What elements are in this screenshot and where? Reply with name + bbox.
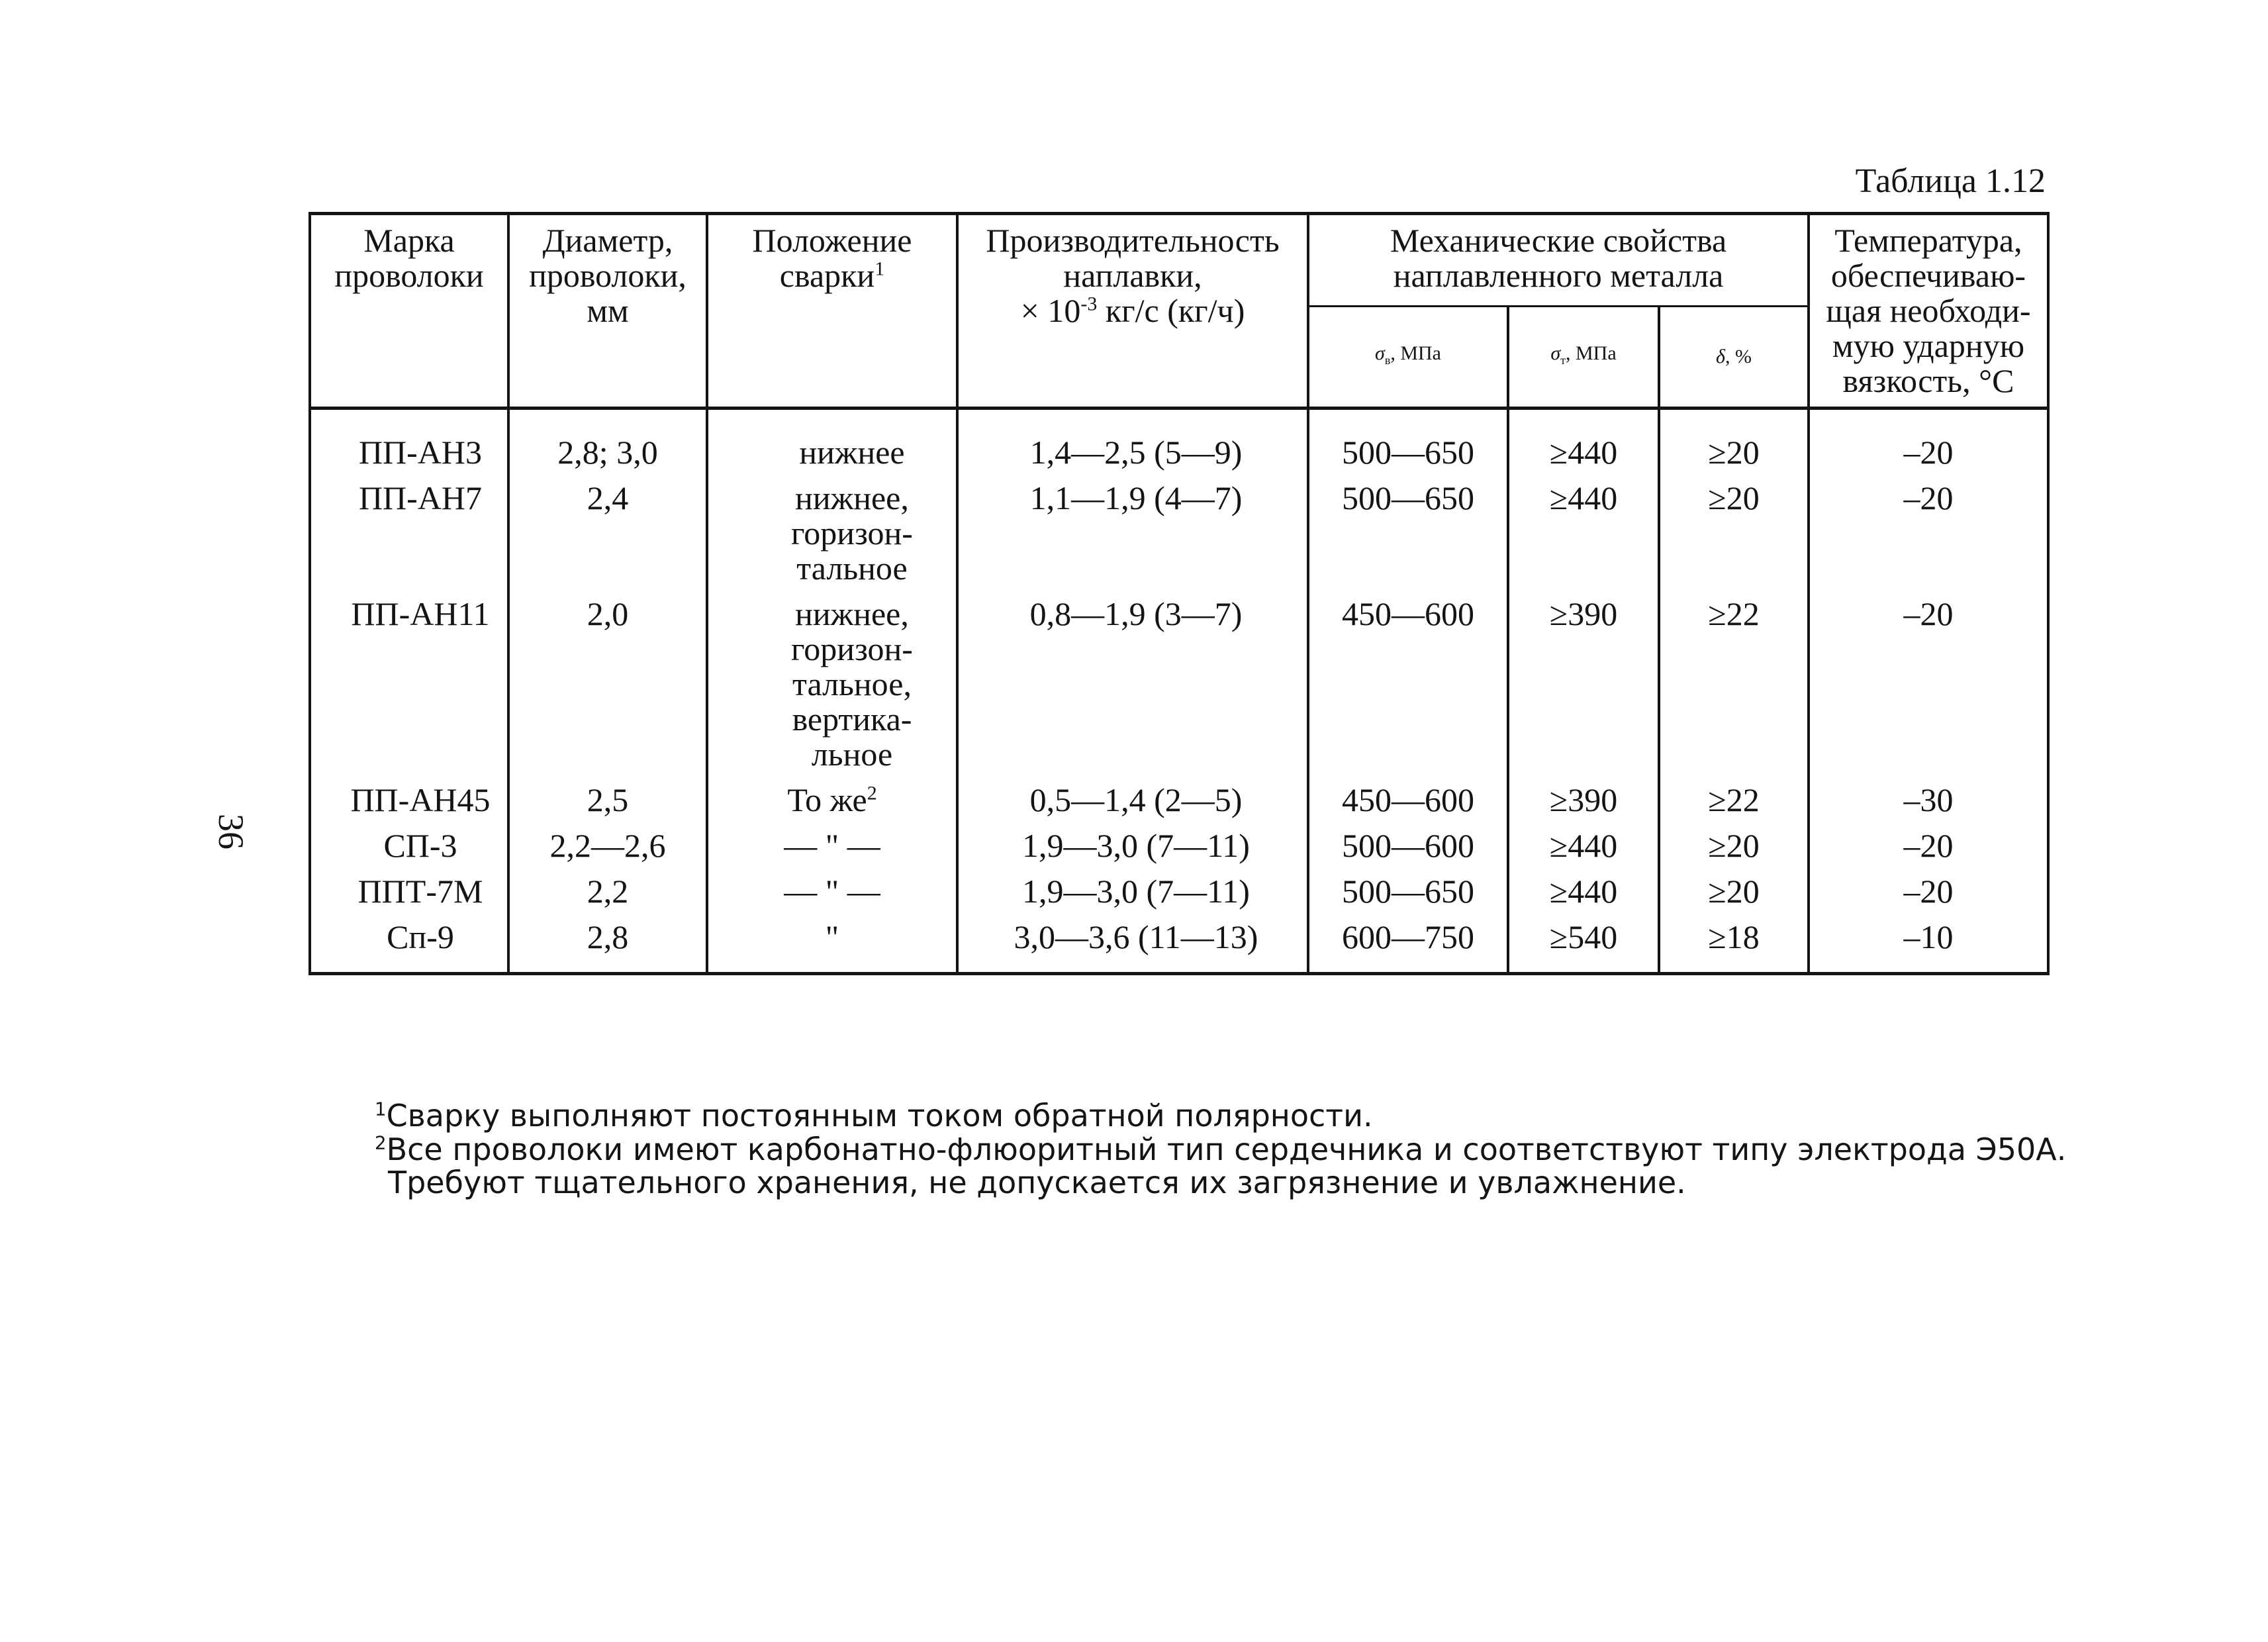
cell-deposition-rate: 0,5—1,4 (2—5) xyxy=(957,783,1308,828)
cell-grade: ПП-АН7 xyxy=(310,481,508,597)
table-row xyxy=(310,481,2048,597)
cell-sigma-b: 600—750 xyxy=(1308,920,1508,974)
position-line: горизон- xyxy=(791,630,913,667)
position-line: нижнее, xyxy=(795,595,909,632)
position-line: " xyxy=(825,918,839,955)
cell-delta: ≥20 xyxy=(1659,874,1809,920)
page-number: 36 xyxy=(211,814,251,849)
cell-temperature: –20 xyxy=(1809,409,2048,481)
position-line: тальное, xyxy=(792,665,912,702)
cell-delta: ≥20 xyxy=(1659,409,1809,481)
cell-diameter: 2,8; 3,0 xyxy=(508,409,707,481)
cell-delta: ≥18 xyxy=(1659,920,1809,974)
footnote-2-continuation: Требуют тщательного хранения, не допускается их загрязнение и увлажнение. xyxy=(388,1165,1686,1201)
footnote-mark: 1 xyxy=(874,258,885,280)
cell-position xyxy=(707,783,957,828)
cell-deposition-rate: 1,4—2,5 (5—9) xyxy=(957,409,1308,481)
cell-temperature: –30 xyxy=(1809,783,2048,828)
header-mechanical-properties: Механические свойства наплавленного металла xyxy=(1308,214,1809,307)
footnote-1: $^1$Сварку выполняют постоянным током обратной полярности. xyxy=(375,1098,1373,1134)
cell-grade: ПП-АН45 xyxy=(310,783,508,828)
table-row xyxy=(310,597,2048,783)
cell-delta: ≥22 xyxy=(1659,597,1809,783)
cell-grade: СП-3 xyxy=(310,828,508,874)
footnotes xyxy=(375,1099,2066,1200)
table-row xyxy=(310,409,2048,481)
cell-sigma-b: 500—650 xyxy=(1308,874,1508,920)
cell-sigma-t: ≥440 xyxy=(1508,874,1659,920)
position-line: нижнее xyxy=(799,434,905,471)
position-line: тальное xyxy=(796,550,908,587)
position-line: вертика- xyxy=(792,700,912,738)
cell-diameter: 2,5 xyxy=(508,783,707,828)
cell-position xyxy=(707,597,957,783)
cell-delta: ≥22 xyxy=(1659,783,1809,828)
table-row xyxy=(310,920,2048,974)
cell-diameter: 2,2—2,6 xyxy=(508,828,707,874)
cell-sigma-b: 500—650 xyxy=(1308,409,1508,481)
cell-position xyxy=(707,409,957,481)
cell-diameter: 2,2 xyxy=(508,874,707,920)
cell-sigma-t: ≥440 xyxy=(1508,409,1659,481)
table-row xyxy=(310,828,2048,874)
cell-position xyxy=(707,828,957,874)
cell-temperature: –20 xyxy=(1809,874,2048,920)
welding-wire-table xyxy=(308,212,2050,975)
header-sigma-b: $\sigma_в$, МПа xyxy=(1308,307,1508,409)
cell-deposition-rate: 3,0—3,6 (11—13) xyxy=(957,920,1308,974)
cell-deposition-rate: 1,9—3,0 (7—11) xyxy=(957,828,1308,874)
table-caption: Таблица 1.12 xyxy=(1855,162,2046,200)
cell-delta: ≥20 xyxy=(1659,481,1809,597)
cell-sigma-b: 450—600 xyxy=(1308,783,1508,828)
cell-sigma-t: ≥440 xyxy=(1508,481,1659,597)
cell-grade: ПП-АН3 xyxy=(310,409,508,481)
cell-deposition-rate: 1,1—1,9 (4—7) xyxy=(957,481,1308,597)
cell-position xyxy=(707,481,957,597)
position-line: нижнее, xyxy=(795,479,909,516)
table-body xyxy=(310,409,2048,974)
position-line: горизон- xyxy=(791,514,913,552)
position-line: — " — xyxy=(784,827,880,864)
cell-position xyxy=(707,874,957,920)
cell-sigma-b: 500—600 xyxy=(1308,828,1508,874)
cell-sigma-t: ≥390 xyxy=(1508,597,1659,783)
cell-diameter: 2,0 xyxy=(508,597,707,783)
cell-temperature: –20 xyxy=(1809,481,2048,597)
header-sigma-t: $\sigma_т$, МПа xyxy=(1508,307,1659,409)
position-line: — " — xyxy=(784,873,880,910)
header-delta: δ, % xyxy=(1659,307,1809,409)
cell-temperature: –20 xyxy=(1809,828,2048,874)
cell-delta: ≥20 xyxy=(1659,828,1809,874)
cell-grade: ПП-АН11 xyxy=(310,597,508,783)
cell-temperature: –10 xyxy=(1809,920,2048,974)
table-row xyxy=(310,874,2048,920)
cell-diameter: 2,8 xyxy=(508,920,707,974)
header-grade: Марка проволоки xyxy=(310,214,508,409)
header-temperature: Температура, обеспечиваю-щая необходи-мую ударную вязкость, °С xyxy=(1809,214,2048,409)
position-line: То $же^2$ xyxy=(787,781,877,818)
cell-deposition-rate: 0,8—1,9 (3—7) xyxy=(957,597,1308,783)
position-line: льное xyxy=(811,736,893,773)
cell-temperature: –20 xyxy=(1809,597,2048,783)
header-diameter: Диаметр, проволоки, мм xyxy=(508,214,707,409)
footnote-2: $^2$Все проволоки имеют карбонатно-флюоритный тип сердечника и соответствуют типу электрода Э50А. xyxy=(375,1131,2067,1167)
header-position: Положение сварки$^1$ xyxy=(707,214,957,409)
cell-sigma-b: 450—600 xyxy=(1308,597,1508,783)
cell-sigma-t: ≥440 xyxy=(1508,828,1659,874)
cell-diameter: 2,4 xyxy=(508,481,707,597)
cell-sigma-t: ≥540 xyxy=(1508,920,1659,974)
header-rate: Производительность наплавки, × $10^{-3}$ кг/с (кг/ч) xyxy=(957,214,1308,409)
cell-deposition-rate: 1,9—3,0 (7—11) xyxy=(957,874,1308,920)
footnote-mark: 2 xyxy=(867,782,877,804)
cell-sigma-t: ≥390 xyxy=(1508,783,1659,828)
cell-grade: Сп-9 xyxy=(310,920,508,974)
cell-position xyxy=(707,920,957,974)
cell-grade: ППТ-7М xyxy=(310,874,508,920)
table-row xyxy=(310,783,2048,828)
cell-sigma-b: 500—650 xyxy=(1308,481,1508,597)
